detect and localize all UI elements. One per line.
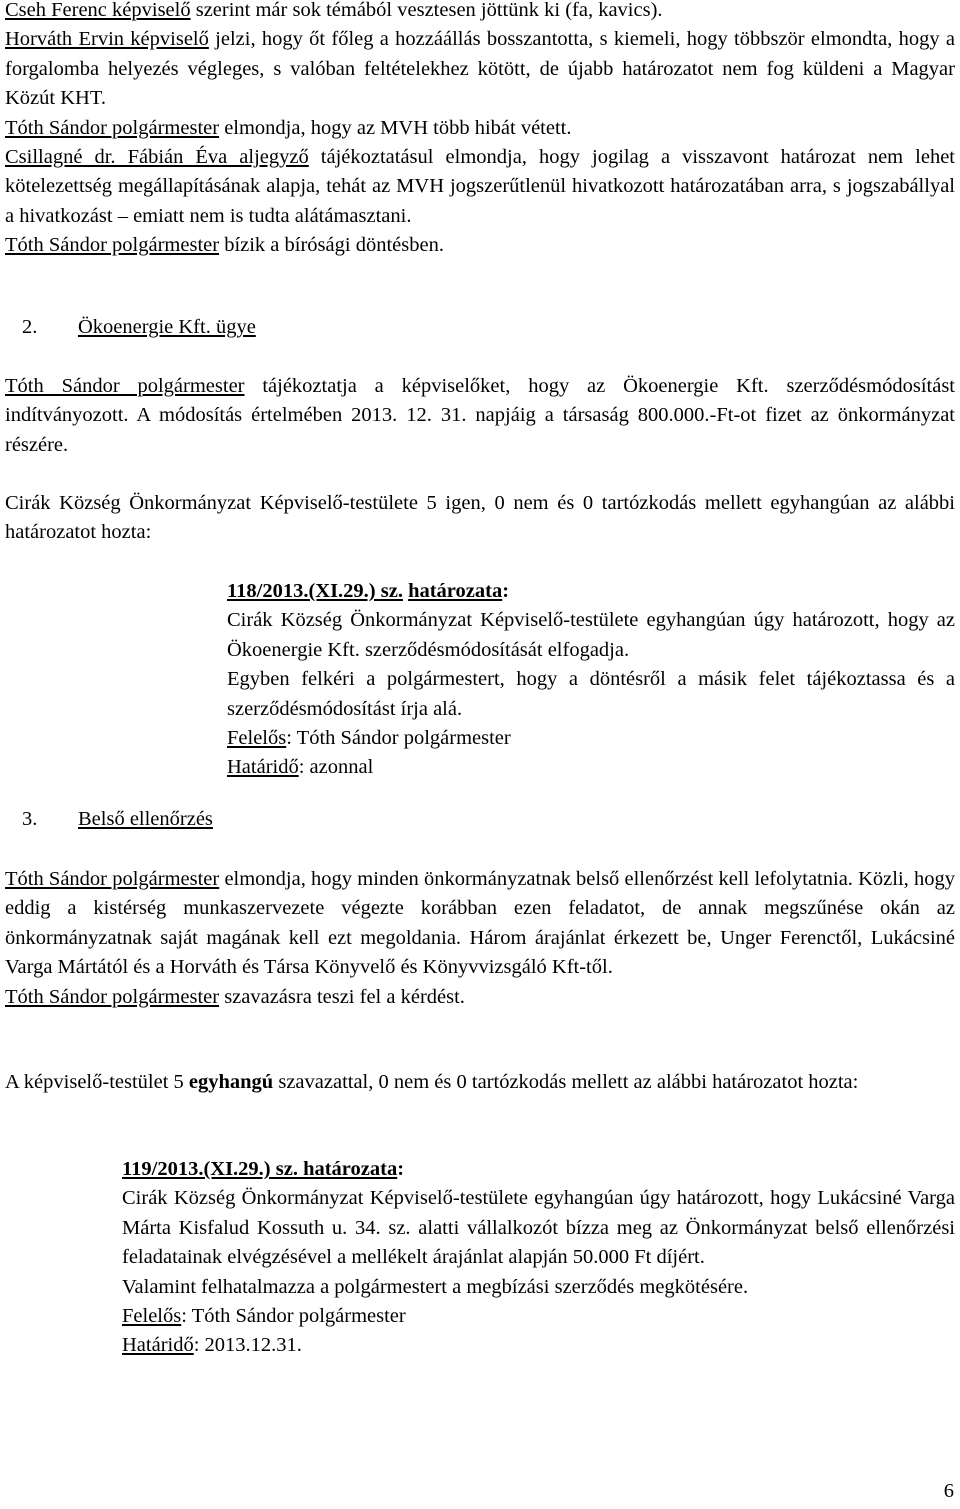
paragraph-toth-1 <box>5 114 955 143</box>
responsible-label: Felelős <box>122 1305 182 1328</box>
resolution-text: Cirák Község Önkormányzat Képviselő-testülete egyhangúan úgy határozott, hogy az Ökoenergie Kft. szerződésmódosítását elfogadja. <box>227 609 955 661</box>
paragraph-text: tájékoztatásul elmondja, hogy jogilag a visszavont határozat nem lehet kötelezettség megállapításának alapja, tehát az MVH jogszerűtlenül hivatkozott határozatában arra, s jogszabállyal a hivatkozást – emiatt nem is tudta alátámasztani. <box>5 146 955 227</box>
resolution-deadline <box>122 1331 955 1360</box>
deadline-label: Határidő <box>227 756 299 779</box>
speaker-name: Csillagné dr. Fábián Éva aljegyző <box>5 146 309 169</box>
speaker-name: Horváth Ervin képviselő <box>5 28 209 51</box>
agenda-title: Belső ellenőrzés <box>78 808 213 830</box>
resolution-119 <box>122 1155 955 1361</box>
speaker-name: Tóth Sándor polgármester <box>5 234 220 257</box>
resolution-text: Cirák Község Önkormányzat Képviselő-testülete egyhangúan úgy határozott, hogy Lukácsiné Varga Márta Kisfalud Kossuth u. 34. sz. alatti vállalkozót bízza meg az Önkormányzat belső ellenőrzési feladatainak elvégzésével a mellékelt árajánlat alapján 50.000 Ft díjért. <box>122 1187 955 1269</box>
paragraph-text: elmondja, hogy minden önkormányzatnak belső ellenőrzést kell lefolytatnia. Közli, hogy eddig a kistérség munkaszervezete végezte korábban ezen feladatot, de annak megszűnése okán az önkormányzatnak saját magának kell ezt megoldania. Három árajánlat érkezett be, Unger Ferenctől, Lukácsiné Varga Mártától és a Horváth és Társa Könyvelő és Könyvvizsgáló Kft-től. <box>5 868 955 979</box>
agenda-title: Ökoenergie Kft. ügye <box>78 316 256 338</box>
responsible-label: Felelős <box>227 727 287 750</box>
resolution-heading <box>122 1155 955 1184</box>
top-section <box>5 0 955 261</box>
responsible-value: : Tóth Sándor polgármester <box>181 1305 406 1328</box>
item3-section <box>5 865 955 1012</box>
agenda-item-2 <box>5 316 256 339</box>
page-number: 6 <box>943 1480 954 1502</box>
resolution-responsible <box>122 1302 955 1331</box>
paragraph-text: tájékoztatja a képviselőket, hogy az Ökoenergie Kft. szerződésmódosítást indítványozott. A módosítás értelmében 2013. 12. 31. napjáig a társaság 800.000.-Ft-ot fizet az önkormányzat részére. <box>5 375 955 456</box>
vote-text: A képviselő-testület 5 <box>5 1071 189 1093</box>
agenda-number: 2. <box>22 316 38 338</box>
paragraph-text: bízik a bírósági döntésben. <box>219 234 444 257</box>
responsible-value: : Tóth Sándor polgármester <box>286 727 511 750</box>
speaker-name: Cseh Ferenc képviselő <box>5 0 191 21</box>
speaker-name: Tóth Sándor polgármester <box>5 868 220 890</box>
paragraph-text: elmondja, hogy az MVH több hibát vétett. <box>219 116 572 139</box>
resolution-118 <box>227 577 955 783</box>
item3-vote-call <box>5 983 955 1012</box>
resolution-text: Valamint felhatalmazza a polgármestert a megbízási szerződés megkötésére. <box>122 1275 749 1298</box>
resolution-colon: : <box>502 580 510 602</box>
paragraph-text: szavazásra teszi fel a kérdést. <box>219 985 465 1008</box>
paragraph-aljegyzo <box>5 143 955 231</box>
resolution-deadline <box>227 753 955 782</box>
resolution-heading <box>227 577 955 606</box>
paragraph-toth-2 <box>5 231 955 260</box>
deadline-value: : azonnal <box>298 756 374 779</box>
speaker-name: Tóth Sándor polgármester <box>5 985 220 1008</box>
resolution-number: 119/2013.(XI.29.) sz. határozata <box>122 1158 398 1180</box>
agenda-number: 3. <box>22 808 38 830</box>
vote-paragraph-2 <box>5 1068 955 1097</box>
item3-paragraph <box>5 865 955 983</box>
speaker-name: Tóth Sándor polgármester <box>5 375 245 397</box>
deadline-label: Határidő <box>122 1334 194 1357</box>
paragraph-text: szerint már sok témából vesztesen jöttünk ki (fa, kavics). <box>190 0 663 21</box>
resolution-responsible <box>227 724 955 753</box>
paragraph-horvath <box>5 25 955 113</box>
item2-paragraph <box>5 372 955 460</box>
speaker-name: Tóth Sándor polgármester <box>5 116 220 139</box>
paragraph-text: jelzi, hogy őt főleg a hozzáállás bosszantotta, s kiemeli, hogy többször elmondta, hogy a forgalomba helyezés végleges, s valóban feltételekhez kötött, de újabb határozatot nem fog küldeni a Magyar Közút KHT. <box>5 28 956 110</box>
paragraph-cseh <box>5 0 955 25</box>
resolution-colon: : <box>397 1158 405 1180</box>
agenda-item-3 <box>5 808 213 831</box>
resolution-text: Egyben felkéri a polgármestert, hogy a döntésről a másik felet tájékoztassa és a szerződésmódosítást írja alá. <box>227 668 955 720</box>
vote-text: szavazattal, 0 nem és 0 tartózkodás mellett az alábbi határozatot hozta: <box>273 1071 859 1093</box>
deadline-value: : 2013.12.31. <box>193 1334 302 1357</box>
resolution-number: 118/2013.(XI.29.) sz. <box>227 580 403 602</box>
vote-bold: egyhangú <box>188 1071 274 1093</box>
vote-paragraph-1: Cirák Község Önkormányzat Képviselő-testülete 5 igen, 0 nem és 0 tartózkodás mellett egyhangúan az alábbi határozatot hozta: <box>5 492 955 544</box>
resolution-label: határozata <box>408 580 503 602</box>
